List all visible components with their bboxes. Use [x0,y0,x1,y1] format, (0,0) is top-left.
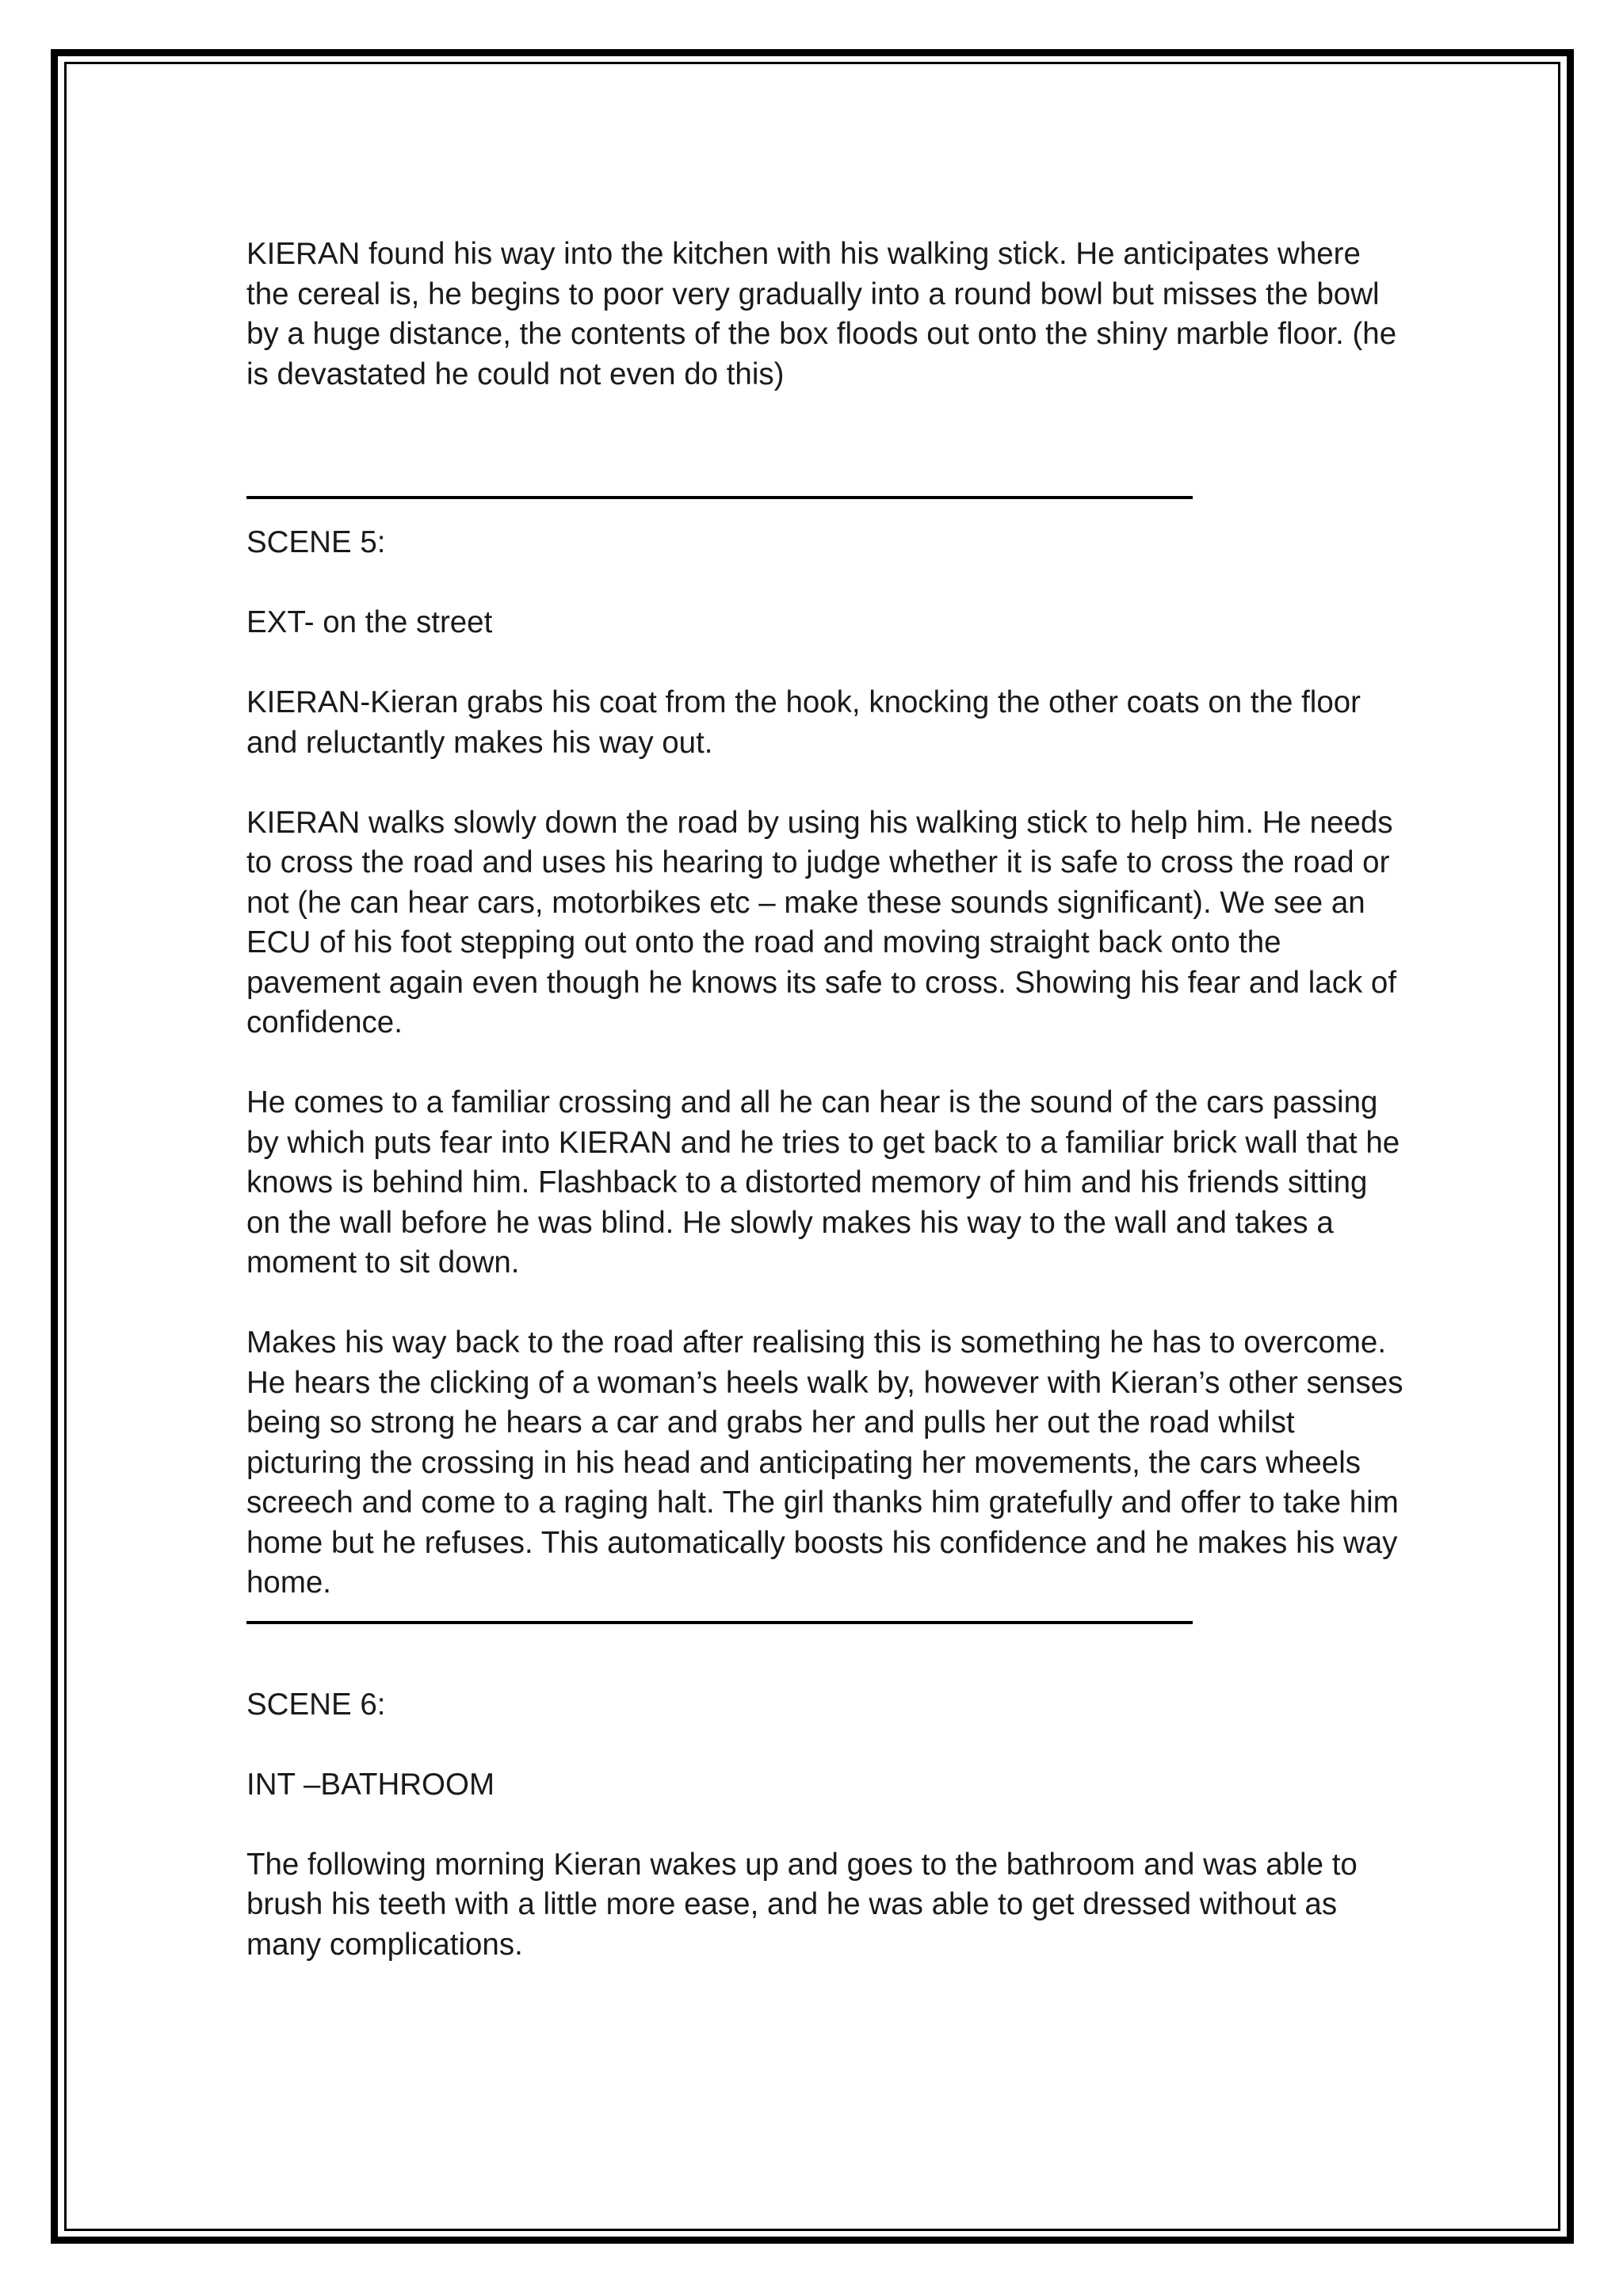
paragraph-crossing: He comes to a familiar crossing and all he can hear is the sound of the cars passing by which puts fear into KIERAN and he tries to get back to a familiar brick wall that he knows is behind him. Flashback to a distorted memory of him and his friends sitting on the wall before he was blind. He slowly makes his way to the wall and takes a moment to sit down. [246,1085,1400,1280]
paragraph-kitchen: KIERAN found his way into the kitchen with his walking stick. He anticipates where the cereal is, he begins to poor very gradually into a round bowl but misses the bowl by a huge distance, the contents of the box floods out onto the shiny marble floor. (he is devastated he could not even do this) [246,237,1397,391]
document-body [246,235,1403,1965]
scene-5-location: EXT- on the street [246,605,493,639]
paragraph-rescue: Makes his way back to the road after realising this is something he has to overcome. He hears the clicking of a woman’s heels walk by, however with Kieran’s other senses being so strong he hears a car and grabs her and pulls her out the road whilst picturing the crossing in his head and anticipating her movements, the cars wheels screech and come to a raging halt. The girl thanks him gratefully and offer to take him home but he refuses. This automatically boosts his confidence and he makes his way home. [246,1325,1403,1600]
horizontal-rule [246,1621,1193,1624]
paragraph-walk: KIERAN walks slowly down the road by using his walking stick to help him. He needs to cross the road and uses his hearing to judge whether it is safe to cross the road or not (he can hear cars, motorbikes etc – make these sounds significant). We see an ECU of his foot stepping out onto the road and moving straight back onto the pavement again even though he knows its safe to cross. Showing his fear and lack of confidence. [246,805,1397,1039]
scene-5-heading: SCENE 5: [246,525,386,559]
paragraph-coat: KIERAN-Kieran grabs his coat from the hook, knocking the other coats on the floor and reluctantly makes his way out. [246,685,1361,760]
scene-6-location: INT –BATHROOM [246,1767,495,1802]
horizontal-rule [246,496,1193,499]
paragraph-bathroom: The following morning Kieran wakes up and goes to the bathroom and was able to brush his teeth with a little more ease, and he was able to get dressed without as many complications. [246,1847,1358,1962]
scene-6-heading: SCENE 6: [246,1687,386,1722]
